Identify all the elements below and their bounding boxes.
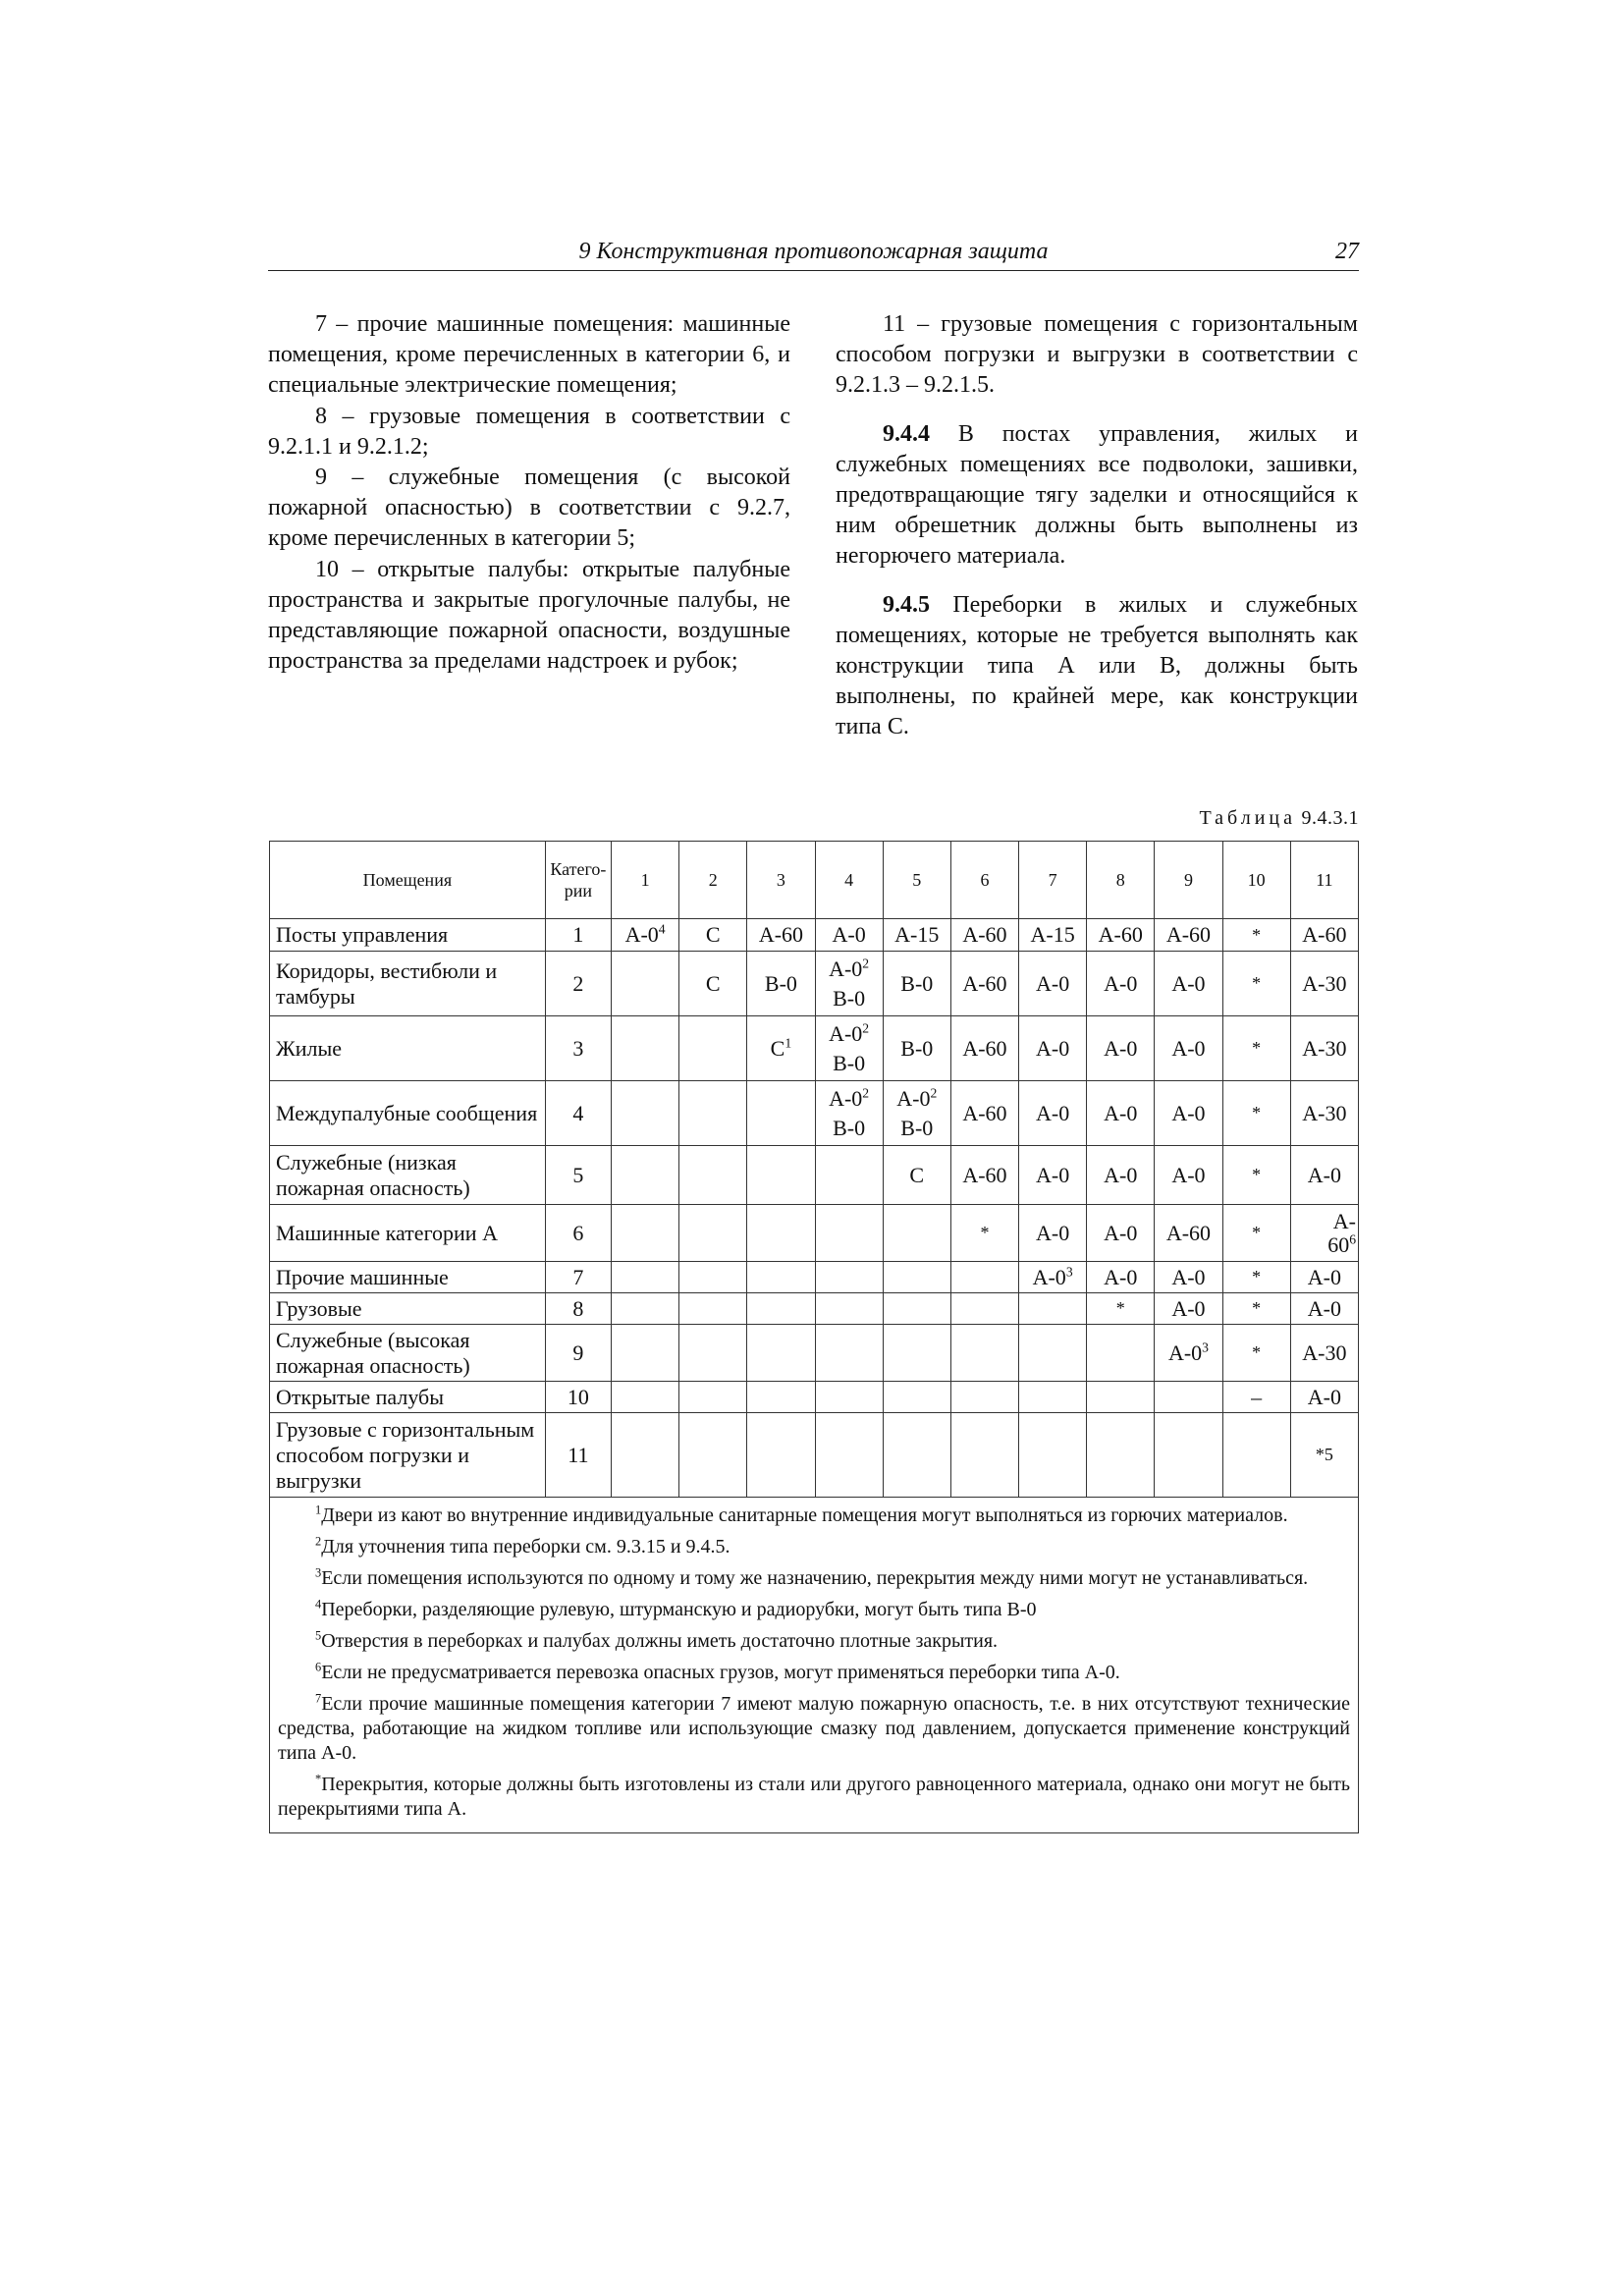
value-cell: А-30 — [1290, 952, 1358, 1016]
footnote: $^5$Отверстия в переборках и палубах должны иметь достаточно плотные закрытия. — [315, 1628, 999, 1652]
value-cell — [612, 952, 679, 1016]
value-cell — [883, 1382, 950, 1413]
value-cell: А-60 — [1155, 919, 1222, 952]
value-cell — [883, 1325, 950, 1382]
value-cell — [612, 1413, 679, 1498]
value-cell: А-0 — [1155, 1146, 1222, 1205]
footnote: $^3$Если помещения используются по одному и тому же назначению, перекрытия между ними могут не устанавливаться. — [315, 1565, 1309, 1589]
value-cell: А-0 — [1087, 1146, 1155, 1205]
table-notes — [270, 1498, 1359, 1833]
value-cell — [612, 1146, 679, 1205]
header-cell: 7 — [1019, 842, 1087, 919]
room-cell: Открытые палубы — [270, 1382, 546, 1413]
header-cell: 3 — [747, 842, 815, 919]
table-caption — [1080, 807, 1359, 830]
value-cell: А-60 — [1155, 1205, 1222, 1262]
value-cell: А-0 — [1087, 952, 1155, 1016]
value-cell: А- $60^6$ — [1290, 1205, 1358, 1262]
value-cell: * — [1222, 1205, 1290, 1262]
header-cell: 6 — [950, 842, 1018, 919]
header-cell: Катего-рии — [545, 842, 611, 919]
value-cell — [679, 1325, 747, 1382]
category-cell: 8 — [545, 1293, 611, 1325]
value-cell: А-0 — [1019, 1205, 1087, 1262]
value-cell: * — [1222, 1293, 1290, 1325]
value-cell — [815, 1293, 883, 1325]
value-cell: С — [679, 952, 747, 1016]
value-cell — [1019, 1293, 1087, 1325]
value-cell: * — [1222, 952, 1290, 1016]
footnote: $^1$Двери из кают во внутренние индивидуальные санитарные помещения могут выполняться из горючих материалов. — [315, 1503, 1288, 1526]
value-cell — [612, 1016, 679, 1081]
value-cell: А-15 — [883, 919, 950, 952]
value-cell: * — [1222, 1325, 1290, 1382]
fire-protection-table — [269, 841, 1359, 1833]
category-cell: 3 — [545, 1016, 611, 1081]
paragraph: 11 – грузовые помещения с горизонтальным способом погрузки и выгрузки в соответствии с 9.2.1.3 – 9.2.1.5. — [836, 311, 1358, 399]
value-cell: А-0 — [1290, 1146, 1358, 1205]
value-cell — [1019, 1413, 1087, 1498]
value-cell — [1019, 1382, 1087, 1413]
value-cell: В-0 — [883, 1016, 950, 1081]
value-cell: А-0 — [1155, 1081, 1222, 1146]
table-row — [270, 1382, 1359, 1413]
value-cell: А-0 — [1019, 1016, 1087, 1081]
value-cell: А-0 — [1290, 1382, 1358, 1413]
value-cell: * — [950, 1205, 1018, 1262]
value-cell: – — [1222, 1382, 1290, 1413]
value-cell: * — [1222, 1262, 1290, 1293]
value-cell: А-0 — [1155, 1293, 1222, 1325]
value-cell: * — [1222, 1016, 1290, 1081]
value-cell: С — [883, 1146, 950, 1205]
table-row — [270, 1325, 1359, 1382]
paragraph: 9 – служебные помещения (с высокой пожарной опасностью) в соответствии с 9.2.7, кроме перечисленных в категории 5; — [268, 465, 790, 552]
table-notes-row — [270, 1498, 1359, 1833]
room-cell: Грузовые — [270, 1293, 546, 1325]
value-cell: А-0 — [1019, 1146, 1087, 1205]
value-cell: В-0 — [747, 952, 815, 1016]
header-cell: Помещения — [270, 842, 546, 919]
value-cell — [747, 1205, 815, 1262]
value-cell: А-30 — [1290, 1081, 1358, 1146]
room-cell: Жилые — [270, 1016, 546, 1081]
value-cell: А-0 — [1087, 1205, 1155, 1262]
right-column — [836, 309, 1358, 743]
value-cell: С — [679, 919, 747, 952]
page-header — [268, 239, 1359, 271]
value-cell — [612, 1081, 679, 1146]
footnote: $^4$Переборки, разделяющие рулевую, штурманскую и радиорубки, могут быть типа В-0 — [315, 1597, 1037, 1620]
table-row — [270, 1146, 1359, 1205]
category-cell: 11 — [545, 1413, 611, 1498]
value-cell — [747, 1293, 815, 1325]
value-cell — [815, 1262, 883, 1293]
value-cell: А-15 — [1019, 919, 1087, 952]
value-cell — [883, 1205, 950, 1262]
paragraph: 8 – грузовые помещения в соответствии с 9.2.1.1 и 9.2.1.2; — [268, 403, 790, 460]
value-cell — [679, 1262, 747, 1293]
header-cell: 9 — [1155, 842, 1222, 919]
value-cell: А-0 — [1019, 1081, 1087, 1146]
room-cell: Машинные категории А — [270, 1205, 546, 1262]
value-cell — [1155, 1413, 1222, 1498]
value-cell: А-60 — [950, 919, 1018, 952]
header-cell: 1 — [612, 842, 679, 919]
header-cell: 8 — [1087, 842, 1155, 919]
table-row — [270, 1081, 1359, 1146]
paragraph: 10 – открытые палубы: открытые палубные пространства и закрытые прогулочные палубы, не представляющие пожарной опасности, воздушные пространства за пределами надстроек и рубок; — [268, 556, 790, 675]
value-cell: А-60 — [950, 1016, 1018, 1081]
value-cell — [612, 1262, 679, 1293]
room-cell: Междупалубные сообщения — [270, 1081, 546, 1146]
room-cell: Служебные (высокая пожарная опасность) — [270, 1325, 546, 1382]
value-cell — [815, 1205, 883, 1262]
category-cell: 2 — [545, 952, 611, 1016]
value-cell — [747, 1325, 815, 1382]
value-cell: * — [1222, 1146, 1290, 1205]
value-cell — [950, 1413, 1018, 1498]
value-cell — [883, 1413, 950, 1498]
table-row — [270, 1413, 1359, 1498]
table-header-row — [270, 842, 1359, 919]
table-caption-word: Таблица — [1199, 807, 1296, 829]
room-cell: Прочие машинные — [270, 1262, 546, 1293]
value-cell — [679, 1016, 747, 1081]
section-number: 9.4.4 — [883, 420, 930, 447]
category-cell: 9 — [545, 1325, 611, 1382]
value-cell — [1155, 1382, 1222, 1413]
table-caption-number: 9.4.3.1 — [1301, 807, 1359, 829]
value-cell: $А-0^4$ — [612, 919, 679, 952]
value-cell: А-0 — [1290, 1293, 1358, 1325]
value-cell: * — [1222, 919, 1290, 952]
value-cell: $А-0^2$ В-0 — [883, 1081, 950, 1146]
value-cell — [679, 1413, 747, 1498]
value-cell: $А-0^2$ В-0 — [815, 1016, 883, 1081]
table-row — [270, 1262, 1359, 1293]
header-cell: 10 — [1222, 842, 1290, 919]
category-cell: 6 — [545, 1205, 611, 1262]
value-cell: В-0 — [883, 952, 950, 1016]
value-cell — [747, 1382, 815, 1413]
category-cell: 1 — [545, 919, 611, 952]
value-cell — [679, 1081, 747, 1146]
value-cell: А-60 — [950, 952, 1018, 1016]
value-cell — [950, 1325, 1018, 1382]
footnote: $^2$Для уточнения типа переборки см. 9.3.15 и 9.4.5. — [315, 1534, 730, 1558]
value-cell — [950, 1293, 1018, 1325]
value-cell: А-30 — [1290, 1016, 1358, 1081]
value-cell: А-0 — [815, 919, 883, 952]
value-cell — [679, 1205, 747, 1262]
value-cell: А-0 — [1155, 1262, 1222, 1293]
header-cell: 5 — [883, 842, 950, 919]
value-cell: А-0 — [1290, 1262, 1358, 1293]
value-cell — [1087, 1325, 1155, 1382]
table-row — [270, 1293, 1359, 1325]
section-number: 9.4.5 — [883, 591, 930, 618]
value-cell: $А-0^3$ — [1155, 1325, 1222, 1382]
table-row — [270, 1016, 1359, 1081]
value-cell — [1087, 1413, 1155, 1498]
value-cell: $С^1$ — [747, 1016, 815, 1081]
page-number: 27 — [1335, 239, 1359, 264]
value-cell — [950, 1382, 1018, 1413]
header-cell: 2 — [679, 842, 747, 919]
value-cell — [612, 1382, 679, 1413]
value-cell: $А-0^2$ В-0 — [815, 1081, 883, 1146]
value-cell: А-0 — [1087, 1081, 1155, 1146]
value-cell: А-0 — [1087, 1262, 1155, 1293]
value-cell — [1222, 1413, 1290, 1498]
table-row — [270, 919, 1359, 952]
value-cell — [747, 1262, 815, 1293]
value-cell: * — [1222, 1081, 1290, 1146]
room-cell: Посты управления — [270, 919, 546, 952]
value-cell: А-0 — [1155, 1016, 1222, 1081]
category-cell: 5 — [545, 1146, 611, 1205]
value-cell — [950, 1262, 1018, 1293]
value-cell — [883, 1293, 950, 1325]
value-cell — [815, 1325, 883, 1382]
paragraph — [836, 419, 1358, 573]
paragraph-text: Переборки в жилых и служебных помещениях, которые не требуется выполнять как конструкции типа А или В, должны быть выполнены, по крайней мере, как конструкции типа С. — [836, 591, 1359, 740]
room-cell: Коридоры, вестибюли и тамбуры — [270, 952, 546, 1016]
value-cell: А-60 — [1290, 919, 1358, 952]
value-cell — [612, 1325, 679, 1382]
value-cell — [1019, 1325, 1087, 1382]
room-cell: Грузовые с горизонтальным способом погрузки и выгрузки — [270, 1413, 546, 1498]
header-cell: 11 — [1290, 842, 1358, 919]
value-cell — [679, 1382, 747, 1413]
value-cell — [815, 1382, 883, 1413]
footnote: *Перекрытия, которые должны быть изготовлены из стали или другого равноценного материала, однако они могут не быть перекрытиями типа А. — [278, 1772, 1350, 1820]
footnote: $^7$Если прочие машинные помещения категории 7 имеют малую пожарную опасность, т.е. в них отсутствуют технические средства, работающие на жидком топливе или использующие смазку под давлением, допускается применение конструкций типа А-0. — [278, 1691, 1350, 1764]
value-cell — [747, 1081, 815, 1146]
value-cell — [612, 1293, 679, 1325]
value-cell: А-30 — [1290, 1325, 1358, 1382]
footnote: $^6$Если не предусматривается перевозка опасных грузов, могут применяться переборки типа А-0. — [315, 1660, 1120, 1683]
value-cell — [883, 1262, 950, 1293]
running-title: 9 Конструктивная противопожарная защита — [578, 239, 1049, 264]
value-cell — [1087, 1382, 1155, 1413]
category-cell: 10 — [545, 1382, 611, 1413]
category-cell: 7 — [545, 1262, 611, 1293]
header-cell: 4 — [815, 842, 883, 919]
value-cell — [815, 1413, 883, 1498]
value-cell — [679, 1146, 747, 1205]
paragraph — [836, 590, 1358, 743]
value-cell: А-60 — [747, 919, 815, 952]
table-row — [270, 952, 1359, 1016]
paragraph-text: В постах управления, жилых и служебных помещениях все подволоки, зашивки, предотвращающие тягу заделки и относящийся к ним обрешетник должны быть выполнены из негорючего материала. — [836, 420, 1358, 570]
value-cell: * — [1087, 1293, 1155, 1325]
value-cell — [747, 1146, 815, 1205]
value-cell: $А-0^2$ В-0 — [815, 952, 883, 1016]
value-cell — [612, 1205, 679, 1262]
value-cell — [747, 1413, 815, 1498]
value-cell: $А-0^3$ — [1019, 1262, 1087, 1293]
paragraph: 7 – прочие машинные помещения: машинные помещения, кроме перечисленных в категории 6, и специальные электрические помещения; — [268, 311, 790, 399]
value-cell: А-0 — [1087, 1016, 1155, 1081]
category-cell: 4 — [545, 1081, 611, 1146]
table-row — [270, 1205, 1359, 1262]
value-cell: А-0 — [1155, 952, 1222, 1016]
value-cell: А-60 — [1087, 919, 1155, 952]
value-cell: А-60 — [950, 1146, 1018, 1205]
value-cell: *5 — [1290, 1413, 1358, 1498]
room-cell: Служебные (низкая пожарная опасность) — [270, 1146, 546, 1205]
value-cell: А-60 — [950, 1081, 1018, 1146]
left-column — [268, 309, 790, 677]
value-cell — [679, 1293, 747, 1325]
value-cell: А-0 — [1019, 952, 1087, 1016]
value-cell — [815, 1146, 883, 1205]
